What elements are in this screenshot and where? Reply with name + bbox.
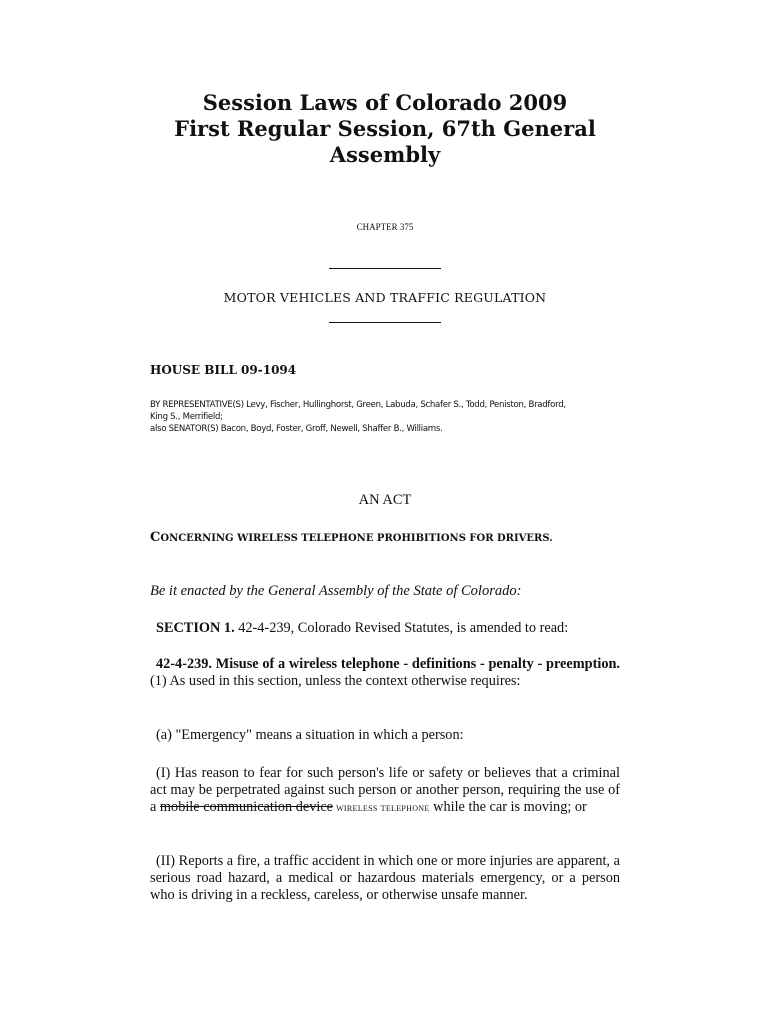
sponsors-line-3: also SENATOR(S) Bacon, Boyd, Foster, Groff, Newell, Shaffer B., Williams. <box>150 424 443 434</box>
concerning-first-letter: C <box>150 530 161 545</box>
concerning-rest: ONCERNING WIRELESS TELEPHONE PROHIBITIONS FOR DRIVERS. <box>160 533 553 544</box>
divider-top <box>329 268 441 269</box>
sponsors-line-1: BY REPRESENTATIVE(S) Levy, Fischer, Hullinghorst, Green, Labuda, Schafer S., Todd, Peniston, Bradford, <box>150 400 566 410</box>
bill-number: HOUSE BILL 09-1094 <box>150 363 297 377</box>
statute-heading <box>150 656 620 690</box>
chapter-number: CHAPTER 375 <box>356 222 414 232</box>
paragraph-a: (a) "Emergency" means a situation in which a person: <box>156 727 464 743</box>
enacting-clause: Be it enacted by the General Assembly of the State of Colorado: <box>150 583 522 599</box>
sponsors-line-2: King S., Merrifield; <box>150 412 223 422</box>
section-1 <box>150 620 620 637</box>
paragraph-I-after: while the car is moving; or <box>429 799 587 815</box>
paragraph-I <box>150 765 620 817</box>
struck-text: mobile communication device <box>159 799 334 815</box>
sponsors-block <box>150 399 620 435</box>
section-1-label: SECTION 1. <box>156 620 235 636</box>
paragraph-I-before: (I) Has reason to fear for such person's life or safety or believes that a criminal act may be perpetrated against such person or another person, requiring the use of a <box>150 765 620 815</box>
title-line-2: First Regular Session, 67th General <box>174 116 596 141</box>
section-1-text: 42-4-239, Colorado Revised Statutes, is amended to read: <box>234 620 569 636</box>
title-line-3: Assembly <box>329 142 441 167</box>
divider-bottom <box>329 322 441 323</box>
title-line-1: Session Laws of Colorado 2009 <box>202 90 568 115</box>
concerning-clause <box>150 530 553 545</box>
statute-heading-bold: 42-4-239. Misuse of a wireless telephone - definitions - penalty - preemption. <box>156 656 620 672</box>
paragraph-II: (II) Reports a fire, a traffic accident in which one or more injuries are apparent, a serious road hazard, a medical or hazardous materials emergency, or a person who is driving in a reckless, careless, or otherwise unsafe manner. <box>150 853 620 903</box>
act-heading: AN ACT <box>358 492 412 508</box>
subject-heading: MOTOR VEHICLES AND TRAFFIC REGULATION <box>223 290 547 305</box>
statute-heading-text: (1) As used in this section, unless the context otherwise requires: <box>150 673 521 689</box>
document-title <box>150 90 620 168</box>
inserted-text: wireless telephone <box>333 802 430 814</box>
